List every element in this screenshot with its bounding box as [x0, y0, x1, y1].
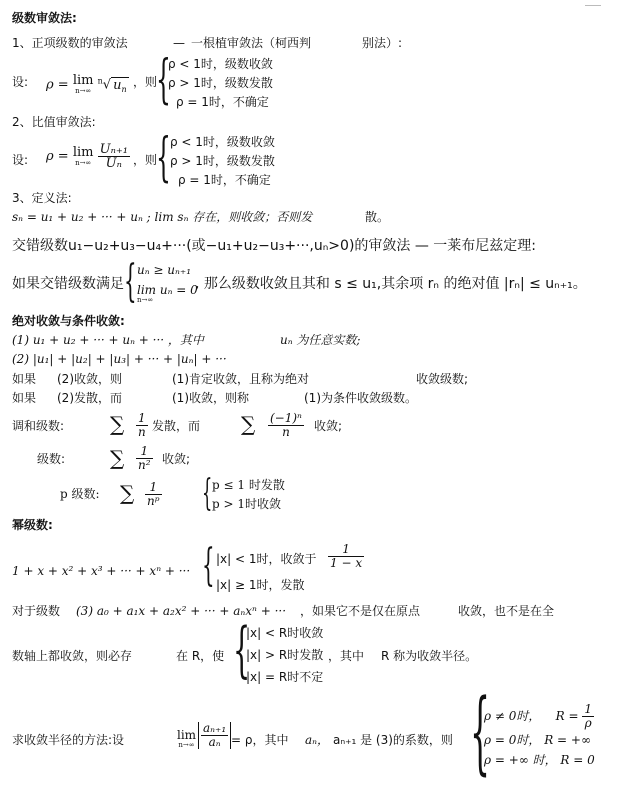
radius-method-case-2: ρ = 0时， R = +∞ — [484, 733, 591, 747]
harmonic-fraction: $\frac{1}{n}$ — [138, 411, 146, 439]
geometric-series-case-2: |x| ≥ 1时，发散 — [216, 578, 305, 592]
radius-case-2: |x| > R时发散 — [246, 648, 324, 662]
geometric-series-case-1: |x| < 1时，收敛于 — [216, 552, 317, 566]
radius-method-case-1: ρ ≠ 0时， R = $\frac{1}{\rho}$ — [484, 702, 593, 730]
ratio-test-set: 设: — [12, 153, 29, 167]
sigma-icon: ∑ — [110, 446, 125, 470]
definition-tail: 散。 — [365, 210, 390, 224]
cond-line-if: 如果 — [12, 391, 37, 405]
radius-condition-end: 收敛，也不是在全 — [458, 604, 555, 618]
radius-case-1: |x| < R时收敛 — [246, 626, 324, 640]
root-test-method-end: 别法）: — [362, 36, 403, 50]
radius-method-lead: 求收敛半径的方法:设 — [12, 733, 125, 747]
radius-method-lim: lim n→∞ — [177, 728, 197, 749]
section-title-convergence-tests: 级数审敛法: — [12, 11, 77, 25]
radius-where: ，其中 — [328, 649, 365, 663]
geometric-series-brace: { — [202, 540, 215, 591]
cond-line-conditional: (1)为条件收敛级数。 — [304, 391, 417, 405]
root-test-heading: 1、正项级数的审敛法 — [12, 36, 128, 50]
alternating-harmonic-fraction: $\frac{\text{(−1)ⁿ}}{n}$ — [270, 411, 302, 439]
general-power-series: (3) a₀ + a₁x + a₂x² + ··· + aₙxⁿ + ··· — [76, 604, 287, 618]
ratio-test-formula: ρ = lim n→∞ $\frac{\text{Uₙ₊₁}}{\text{Uₙ}}$ — [46, 142, 128, 171]
p-series-case-2: p > 1时收敛 — [212, 497, 282, 511]
radius-condition: ，如果它不是仅在原点 — [300, 604, 421, 618]
root-test-then: ，则 — [133, 75, 158, 89]
radius-method-brace: { — [470, 680, 491, 785]
square-series-fraction: $\frac{1}{\text{n²}}$ — [138, 444, 151, 472]
leibniz-conclusion: , 那么级数收敛且其和 s ≤ u₁,其余项 rₙ 的绝对值 |rₙ| ≤ uₙ₊₁。 — [195, 276, 587, 292]
alternating-harmonic-converges: 收敛; — [314, 419, 343, 433]
section-title-absolute-conditional: 绝对收敛与条件收敛: — [12, 314, 125, 328]
ratio-test-then: ，则 — [133, 153, 158, 167]
radius-exists-r: 在 R，使 — [176, 649, 225, 663]
radius-definition: R 称为收敛半径。 — [381, 649, 478, 663]
ratio-test-case-2: ρ > 1时，级数发散 — [170, 154, 275, 168]
square-series-label: 级数: — [37, 452, 66, 466]
p-series-brace: { — [202, 473, 213, 514]
series-2: (2) |u₁| + |u₂| + |u₃| + ··· + |uₙ| + ··· — [12, 352, 227, 366]
leibniz-lead: 如果交错级数满足 — [12, 276, 124, 292]
root-test-brace: { — [156, 50, 171, 110]
cond-line-1-converges: (1)收敛，则称 — [172, 391, 249, 405]
harmonic-diverges: 发散，而 — [152, 419, 201, 433]
leibniz-condition-2-sub: n→∞ — [137, 296, 154, 304]
radius-exists: 数轴上都收敛，则必存 — [12, 649, 133, 663]
radius-method-an: aₙ， — [305, 733, 330, 747]
abs-line-1-converges: (1)肯定收敛，且称为绝对 — [172, 372, 309, 386]
abs-line-2-converges: (2)收敛，则 — [57, 372, 122, 386]
radius-lead: 对于级数 — [12, 604, 61, 618]
section-title-power-series: 幂级数: — [12, 518, 53, 532]
p-series-label: p 级数: — [60, 487, 100, 501]
abs-line-absolute: 收敛级数; — [416, 372, 469, 386]
leibniz-condition-1: uₙ ≥ uₙ₊₁ — [137, 263, 192, 277]
cond-line-2-diverges: (2)发散，而 — [57, 391, 122, 405]
harmonic-label: 调和级数: — [12, 419, 65, 433]
sigma-icon: ∑ — [241, 412, 256, 436]
radius-method-ratio: $\frac{\text{aₙ₊₁}}{\text{aₙ}}$ — [198, 722, 231, 749]
ratio-test-case-1: ρ < 1时，级数收敛 — [170, 135, 275, 149]
geometric-sum-fraction: $\frac{1}{1 - x}$ — [330, 542, 363, 570]
definition-formula: sₙ = u₁ + u₂ + ··· + uₙ ; lim sₙ 存在，则收敛；否则发 — [12, 210, 313, 224]
radius-case-3: |x| = R时不定 — [246, 670, 324, 684]
square-series-converges: 收敛; — [162, 452, 191, 466]
root-test-set: 设: — [12, 75, 29, 89]
series-1: (1) u₁ + u₂ + ··· + uₙ + ··· ，其中 — [12, 333, 204, 347]
leibniz-condition-2: lim uₙ = 0 — [137, 283, 198, 297]
abs-line-if: 如果 — [12, 372, 37, 386]
definition-heading: 3、定义法: — [12, 191, 72, 205]
ratio-test-heading: 2、比值审敛法: — [12, 115, 96, 129]
p-series-case-1: p ≤ 1 时发散 — [212, 478, 285, 492]
radius-brace: { — [233, 615, 251, 685]
radius-method-case-3: ρ = +∞ 时， R = 0 — [484, 753, 595, 767]
series-1-note: uₙ 为任意实数; — [280, 333, 361, 347]
leibniz-heading: 交错级数u₁−u₂+u₃−u₄+···(或−u₁+u₂−u₃+···,uₙ>0)的审敛法 — 一莱布尼兹定理: — [12, 238, 537, 254]
root-test-case-3: ρ = 1时，不确定 — [176, 95, 269, 109]
root-test-formula: ρ = lim n→∞ $^n$√ $u_n$ — [46, 73, 127, 95]
radius-method-coeffs: aₙ₊₁ 是 (3)的系数，则 — [333, 733, 453, 747]
p-series-fraction: $\frac{1}{\text{nᵖ}}$ — [147, 480, 160, 508]
geometric-series: 1 + x + x² + x³ + ··· + xⁿ + ··· — [12, 564, 191, 578]
root-test-method: 一根植审敛法（柯西判 — [191, 36, 312, 50]
leibniz-brace: { — [124, 256, 137, 307]
sigma-icon: ∑ — [110, 412, 125, 436]
root-test-case-2: ρ > 1时，级数发散 — [168, 76, 273, 90]
sigma-icon: ∑ — [120, 481, 135, 505]
radius-method-eq: = ρ，其中 — [231, 733, 289, 747]
dash: — — [173, 36, 185, 50]
header-rule — [585, 5, 601, 6]
root-test-case-1: ρ < 1时，级数收敛 — [168, 57, 273, 71]
ratio-test-brace: { — [156, 128, 171, 188]
ratio-test-case-3: ρ = 1时，不确定 — [178, 173, 271, 187]
